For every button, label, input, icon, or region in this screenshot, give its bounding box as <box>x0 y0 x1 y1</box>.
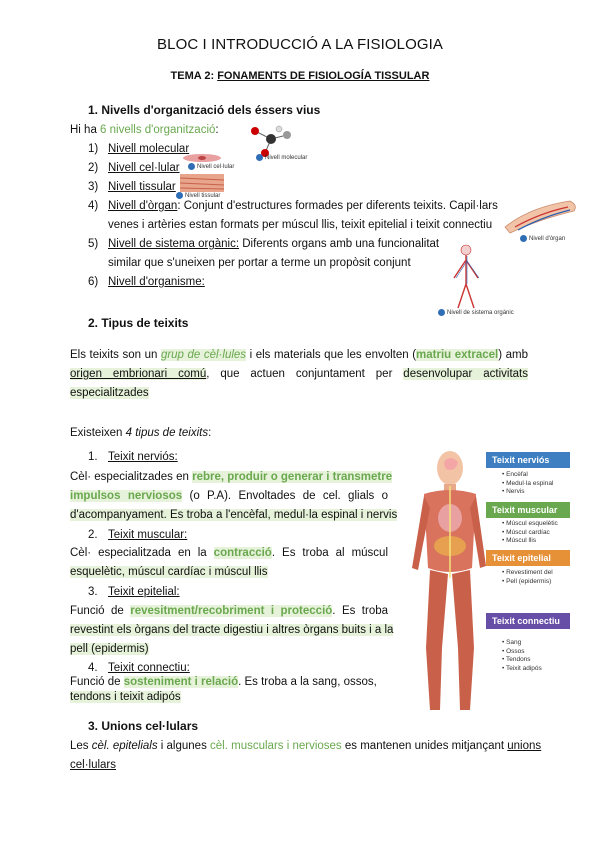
tissue-list-nervios: • Encèfal • Medul·la espinal • Nervis <box>502 471 554 495</box>
body-tissues-illustration <box>408 448 488 718</box>
level-label: Nivell molecular <box>108 143 190 155</box>
level-item <box>88 200 498 212</box>
level-num: 4) <box>88 200 99 212</box>
intro-highlight: 6 nivells d'organització <box>100 124 216 136</box>
level-label: Nivell d'organisme: <box>108 276 205 288</box>
level-desc: : Conjunt d'estructures formades per diferents teixits. Capil·lars <box>177 200 498 212</box>
level-item <box>88 276 205 288</box>
tissue-label: Teixit nerviós: <box>108 451 178 463</box>
text-highlight: especialitzades <box>70 387 149 399</box>
text-highlight: grup de cèl·lules <box>160 349 247 361</box>
text-highlight: sosteniment i relació <box>123 676 239 688</box>
level-label: Nivell de sistema orgànic: <box>108 238 240 250</box>
tissue-desc <box>70 676 377 688</box>
text: : <box>208 427 212 439</box>
level-item <box>88 143 189 155</box>
text-highlight: revesitment/recobriment i protecció <box>130 605 333 617</box>
text: Funció de <box>70 605 131 617</box>
tissue-illustration <box>180 174 224 192</box>
level-label: Nivell d'òrgan <box>108 200 178 212</box>
fig-label-tissular: Nivell tissular <box>176 192 220 199</box>
text-highlight: impulsos nerviosos <box>70 490 183 502</box>
tissue-box-nervios: Teixit nerviós <box>486 452 570 468</box>
tissue-types-intro <box>70 427 211 439</box>
text-italic: 4 tipus de teixits <box>125 427 209 439</box>
tissue-item-muscular <box>88 529 187 541</box>
text-highlight: origen embrionari comú <box>70 368 207 380</box>
level-num: 6) <box>88 276 99 288</box>
text: , que actuen conjuntament per <box>206 368 404 380</box>
fig-label-organisme: Nivell de sistema orgànic <box>438 309 514 316</box>
tissue-desc <box>70 509 397 521</box>
subtitle-prefix: TEMA 2: <box>170 70 218 82</box>
tissue-num: 2. <box>88 529 98 541</box>
text: i els materials que les envolten ( <box>246 349 417 361</box>
text-highlight: matriu extracel <box>416 349 499 361</box>
text: . Es troba <box>332 605 389 617</box>
text: i algunes <box>157 740 211 752</box>
text-highlight: desenvolupar activitats <box>403 368 528 380</box>
level-label: Nivell tissular <box>108 181 176 193</box>
tissue-list-connectiu: • Sang • Ossos • Tendons • Teixit adipós <box>502 639 542 672</box>
level-num: 5) <box>88 238 99 250</box>
text-underline: unions <box>507 740 542 752</box>
level-desc-cont: venes i artèries estan formats per múscul llis, teixit epitelial i teixit connectiu <box>108 219 493 231</box>
text: Els teixits son un <box>70 349 161 361</box>
tissue-num: 1. <box>88 451 98 463</box>
tissue-desc <box>70 471 393 483</box>
fig-label-molecular: Nivell molecular <box>256 154 307 161</box>
level-item <box>88 162 180 174</box>
section2-heading: 2. Tipus de teixits <box>88 316 189 330</box>
tissue-desc <box>70 605 388 617</box>
level-num: 3) <box>88 181 99 193</box>
text: Cèl· especialitzades en <box>70 471 193 483</box>
text-underline: cel·lulars <box>70 759 117 771</box>
tissue-desc <box>70 566 268 578</box>
tissue-list-epitelial: • Revestiment del • Pell (epidermis) <box>502 569 553 585</box>
text: es mantenen unides mitjançant <box>341 740 508 752</box>
body-system-illustration <box>446 244 486 310</box>
tissue-label: Teixit muscular: <box>108 529 188 541</box>
section3-heading: 3. Unions cel·lulars <box>88 719 199 733</box>
level-desc-cont: similar que s'uneixen per portar a terme un propòsit conjunt <box>108 257 411 269</box>
section1-heading: 1. Nivells d'organització dels éssers vius <box>88 103 321 117</box>
tissue-label: Teixit epitelial: <box>108 586 180 598</box>
level-desc: Diferents organs amb una funcionalitat <box>239 238 440 250</box>
tissue-box-epitelial: Teixit epitelial <box>486 550 570 566</box>
tissue-num: 4. <box>88 662 98 674</box>
tissue-item-epitelial <box>88 586 180 598</box>
text-highlight: d'acompanyament. Es troba a l'encèfal, medul·la espinal i nervis <box>70 509 398 521</box>
fig-label-organ: Nivell d'òrgan <box>520 235 565 242</box>
text: Les <box>70 740 92 752</box>
text-highlight: esquelètic, múscul cardíac i múscul llis <box>70 566 268 578</box>
level-num: 2) <box>88 162 99 174</box>
tissue-desc <box>70 490 388 502</box>
tissue-num: 3. <box>88 586 98 598</box>
fig-label-cellular: Nivell cel·lular <box>188 163 234 170</box>
organ-illustration <box>500 197 580 235</box>
text: Funció de <box>70 676 124 688</box>
level-label: Nivell cel·lular <box>108 162 180 174</box>
unions-line1 <box>70 740 541 752</box>
tissue-box-muscular: Teixit muscular <box>486 502 570 518</box>
intro-colon: : <box>215 124 219 136</box>
tissue-item-connectiu <box>88 662 190 674</box>
text-highlight: cèl. musculars i nervioses <box>210 740 342 752</box>
tissues-para-line1 <box>70 349 528 361</box>
text-highlight: revestint els òrgans del tracte digestiu i altres òrgans buits i a la <box>70 624 394 636</box>
page-title: BLOC I INTRODUCCIÓ A LA FISIOLOGIA <box>157 36 443 53</box>
page-subtitle <box>0 70 600 82</box>
level-item <box>88 181 176 193</box>
intro-text: Hi ha <box>70 124 101 136</box>
text-highlight: tendons i teixit adipós <box>70 691 181 703</box>
text: . Es troba a la sang, ossos, <box>238 676 377 688</box>
tissue-box-connectiu: Teixit connectiu <box>486 613 570 629</box>
tissue-desc <box>70 691 181 703</box>
subtitle-main: FONAMENTS DE FISIOLOGÍA TISSULAR <box>217 70 430 82</box>
text: . Es troba al múscul <box>271 547 388 559</box>
tissue-list-muscular: • Múscul esquelètic • Múscul cardíac • Múscul llis <box>502 520 558 544</box>
level-item <box>88 238 439 250</box>
text: Cèl· especialitzada en la <box>70 547 214 559</box>
text: ) amb <box>498 349 528 361</box>
text-highlight: rebre, produir o generar i transmetre <box>192 471 393 483</box>
tissues-para-line2 <box>70 368 528 380</box>
tissues-para-line3 <box>70 387 149 399</box>
tissue-item-nervios <box>88 451 178 463</box>
text-highlight: contracció <box>213 547 272 559</box>
tissue-label: Teixit connectiu: <box>108 662 190 674</box>
text-highlight: pell (epidermis) <box>70 643 149 655</box>
tissue-desc <box>70 643 149 655</box>
text-italic: cèl. epitelials <box>91 740 158 752</box>
text: (o P.A). Envoltades de cel. glials o <box>182 490 388 502</box>
text: Existeixen <box>70 427 126 439</box>
level-num: 1) <box>88 143 99 155</box>
tissue-desc <box>70 624 393 636</box>
unions-line2 <box>70 759 116 771</box>
section1-intro <box>70 124 219 136</box>
tissue-desc <box>70 547 388 559</box>
